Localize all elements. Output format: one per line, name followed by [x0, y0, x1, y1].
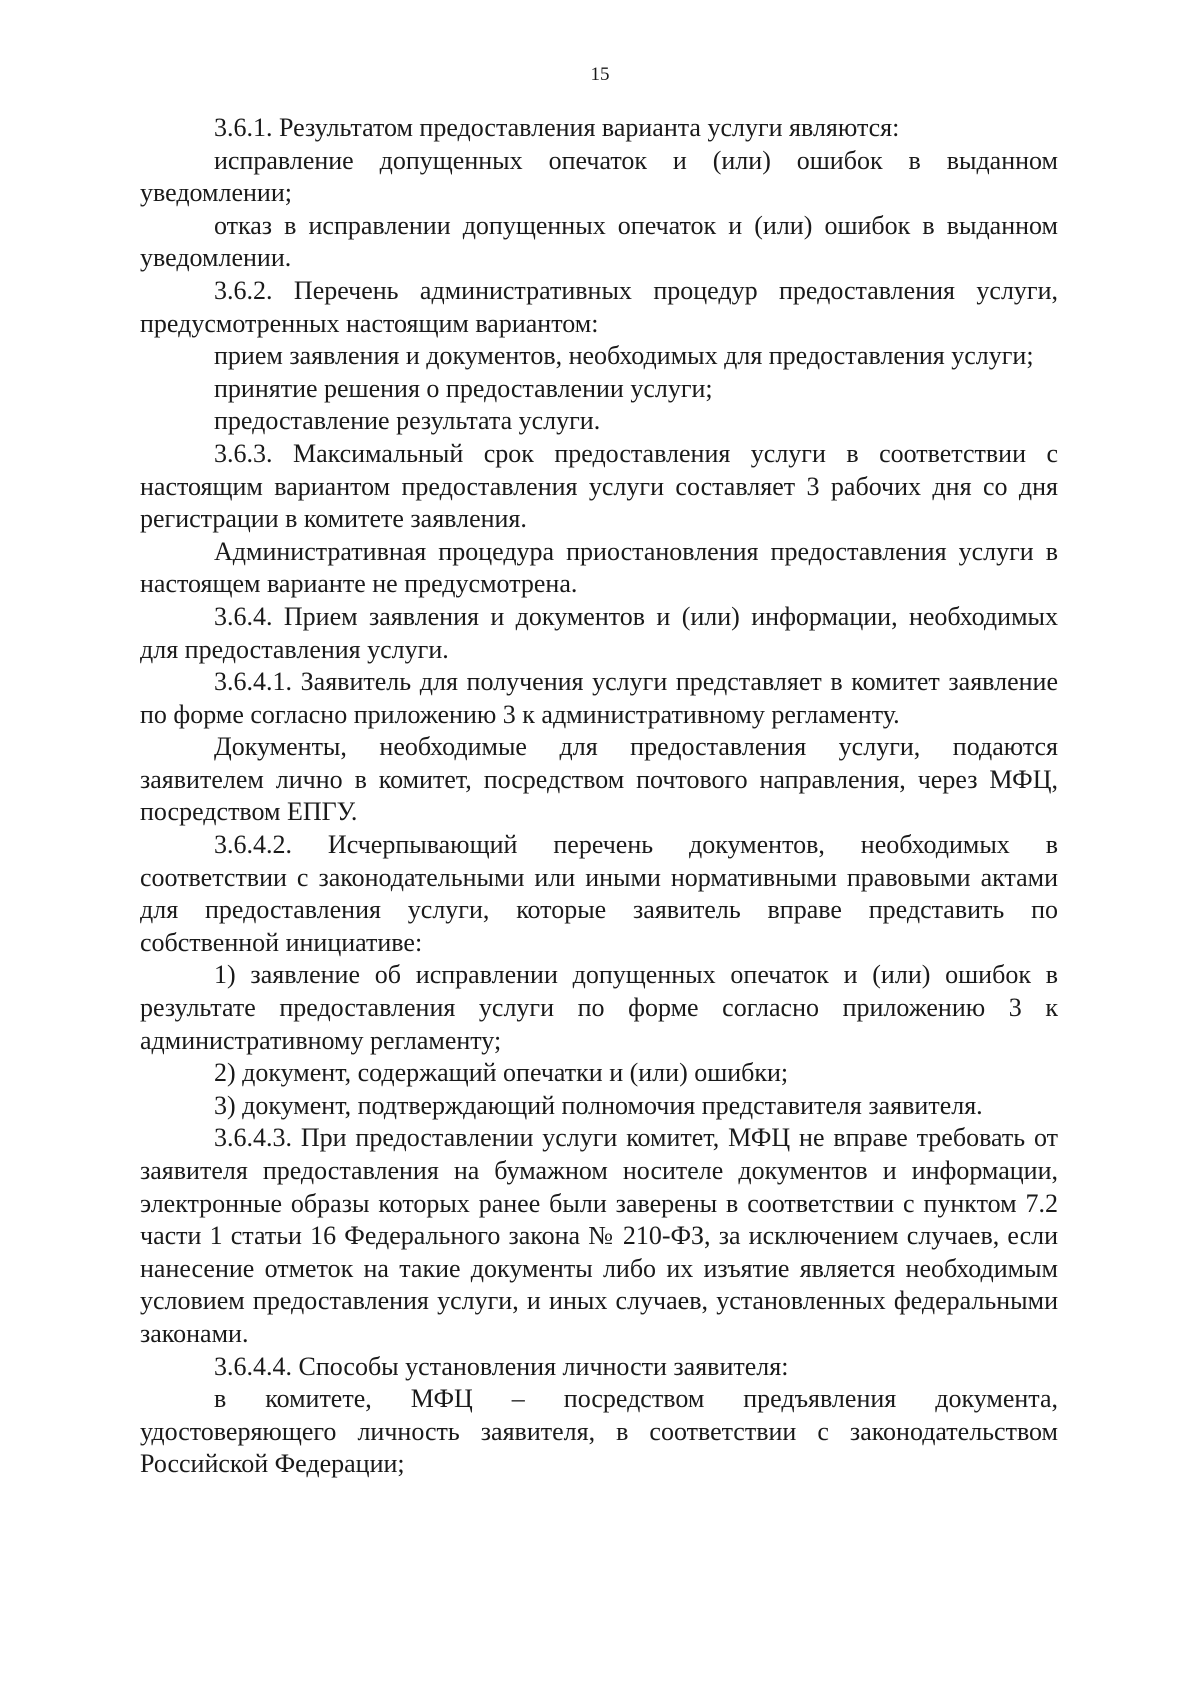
list-item-3: 3) документ, подтверждающий полномочия представителя заявителя. — [214, 1090, 983, 1120]
list-item-2: 2) документ, содержащий опечатки и (или) ошибки; — [214, 1058, 789, 1088]
paragraph-submission-channels: Документы, необходимые для предоставления услуги, подаются заявителем лично в комитет, посредством почтового направления, через МФЦ, посредством ЕПГУ. — [140, 732, 1058, 827]
paragraph-3-6-4-2: 3.6.4.2. Исчерпывающий перечень документов, необходимых в соответствии с законодательными или иными нормативными правовыми актами для предоставления услуги, которые заявитель вправе представить по собственной инициативе: — [140, 830, 1058, 957]
paragraph-3-6-1: 3.6.1. Результатом предоставления варианта услуги являются: — [214, 113, 900, 142]
paragraph-3-6-4: 3.6.4. Прием заявления и документов и (или) информации, необходимых для предоставления услуги. — [140, 601, 1058, 664]
paragraph-3-6-4-1: 3.6.4.1. Заявитель для получения услуги представляет в комитет заявление по форме согласно приложению 3 к административному регламенту. — [140, 667, 1058, 729]
paragraph-identity-methods: в комитете, МФЦ – посредством предъявления документа, удостоверяющего личность заявителя, в соответствии с законодательством Российской Федерации; — [140, 1384, 1058, 1479]
paragraph-procedure-decision: принятие решения о предоставлении услуги; — [214, 373, 713, 403]
list-item-1: 1) заявление об исправлении допущенных опечаток и (или) ошибок в результате предоставления услуги по форме согласно приложению 3 к административному регламенту; — [140, 960, 1058, 1055]
paragraph-suspension: Административная процедура приостановления предоставления услуги в настоящем варианте не предусмотрена. — [140, 536, 1058, 599]
paragraph-3-6-4-3: 3.6.4.3. При предоставлении услуги комитет, МФЦ не вправе требовать от заявителя предоставления на бумажном носителе документов и информации, электронные образы которых ранее были заверены в соответствии с пунктом 7.2 части 1 статьи 16 Федерального закона № 210-ФЗ, за исключением случаев, если нанесение отметок на такие документы либо их изъятие является необходимым условием предоставления услуги, и иных случаев, установленных федеральными законами. — [140, 1123, 1058, 1348]
paragraph-3-6-2: 3.6.2. Перечень административных процедур предоставления услуги, предусмотренных настоящим вариантом: — [140, 275, 1058, 338]
paragraph-3-6-3: 3.6.3. Максимальный срок предоставления услуги в соответствии с настоящим вариантом предоставления услуги составляет 3 рабочих дня со дня регистрации в комитете заявления. — [140, 438, 1058, 534]
paragraph-procedure-intake: прием заявления и документов, необходимых для предоставления услуги; — [214, 341, 1034, 371]
page-number: 15 — [590, 64, 610, 85]
paragraph-3-6-4-4: 3.6.4.4. Способы установления личности заявителя: — [214, 1351, 789, 1381]
paragraph-result-refusal: отказ в исправлении допущенных опечаток и (или) ошибок в выданном уведомлении. — [140, 210, 1058, 273]
paragraph-procedure-result: предоставление результата услуги. — [214, 406, 601, 436]
document-body — [140, 112, 1058, 1481]
paragraph-result-correction: исправление допущенных опечаток и (или) ошибок в выданном уведомлении; — [140, 145, 1058, 208]
